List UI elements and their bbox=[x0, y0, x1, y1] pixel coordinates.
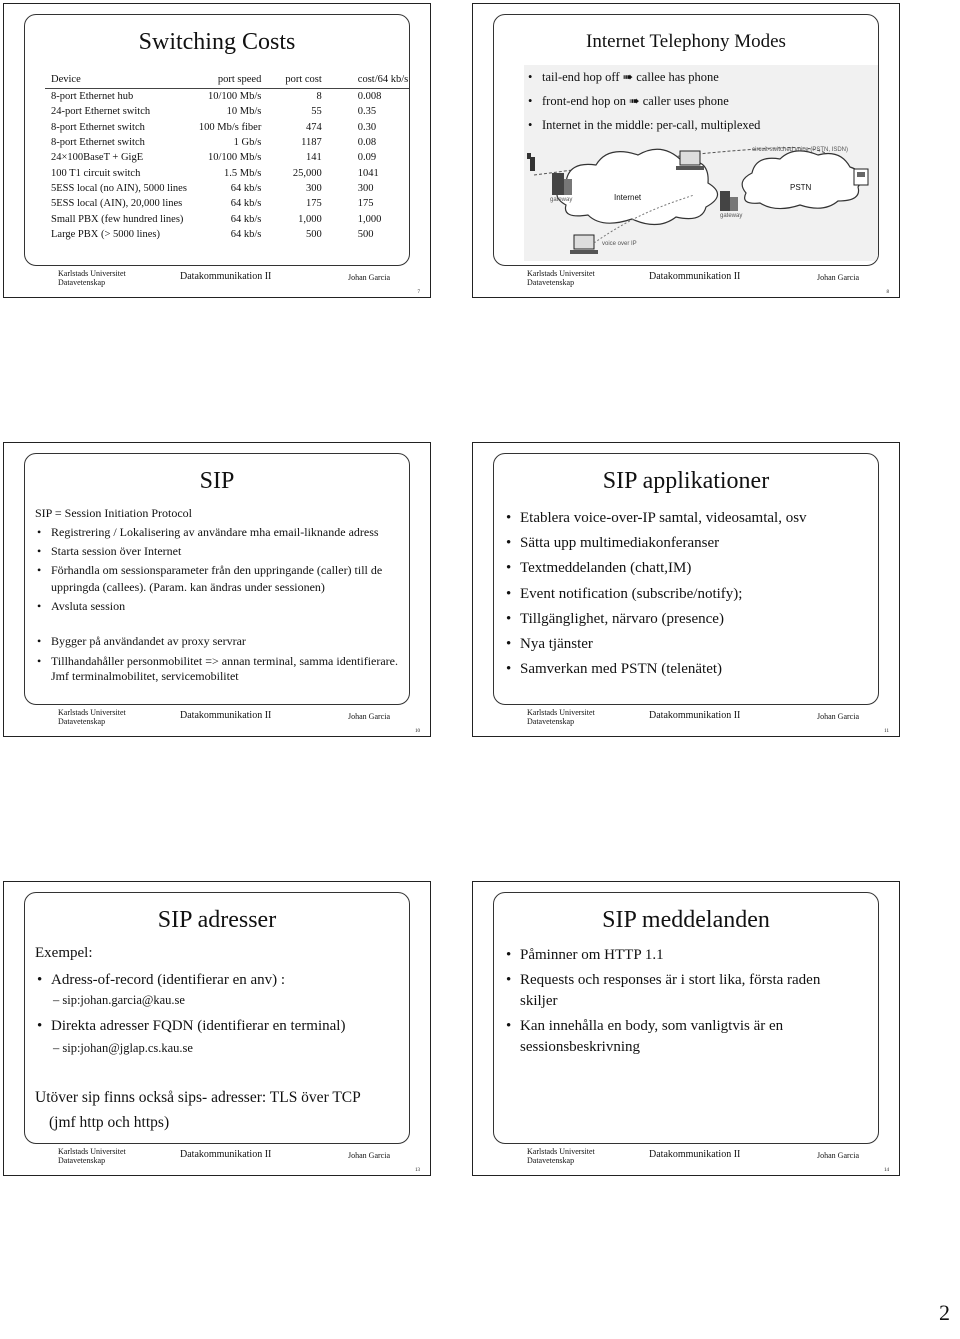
example-label: Exempel: bbox=[35, 945, 93, 961]
table-row bbox=[45, 89, 410, 105]
pstn-cloud bbox=[742, 151, 861, 209]
gateway-label-left: gateway bbox=[550, 197, 573, 203]
table-cell: 0.09 bbox=[357, 152, 377, 164]
slide-footer bbox=[473, 1143, 899, 1173]
bullet-item: • Sätta upp multimediakonferanser bbox=[504, 531, 870, 556]
table-cell: 1187 bbox=[301, 137, 322, 149]
bullet-item: • Requests och responses är i stort lika, första raden skiljer bbox=[504, 970, 838, 1012]
footer-department: Datavetenskap bbox=[58, 1156, 106, 1165]
bullet-list bbox=[35, 524, 399, 615]
slide-sip-applikationer bbox=[472, 442, 900, 737]
column-header: cost/64 kb/s bbox=[328, 71, 410, 89]
table-cell: 24×100BaseT + GigE bbox=[51, 152, 144, 164]
table-row bbox=[45, 135, 410, 150]
table-cell: 141 bbox=[306, 152, 322, 164]
sip-address: sip:johan@jglap.cs.kau.se bbox=[62, 1041, 193, 1055]
slide-footer bbox=[4, 1143, 430, 1173]
column-header: port cost bbox=[279, 71, 327, 89]
slide-panel bbox=[493, 14, 879, 266]
table-cell: 500 bbox=[357, 228, 374, 240]
slide-number: 8 bbox=[886, 290, 889, 295]
computer-icon-top bbox=[676, 151, 704, 170]
table-cell: 0.008 bbox=[357, 91, 382, 103]
footer-author: Johan Garcia bbox=[348, 1151, 390, 1160]
phone-icon-right bbox=[854, 169, 868, 185]
bullet-list-2 bbox=[35, 634, 399, 684]
slide-panel bbox=[24, 892, 410, 1144]
footer-department: Datavetenskap bbox=[58, 278, 106, 287]
footer-department: Datavetenskap bbox=[58, 717, 106, 726]
table-cell: 0.30 bbox=[357, 121, 377, 133]
footer-course: Datakommunikation II bbox=[180, 710, 272, 721]
slide-panel bbox=[24, 453, 410, 705]
table-cell: 8-port Ethernet hub bbox=[51, 91, 134, 103]
table-cell: 10/100 Mb/s bbox=[207, 152, 262, 164]
internet-label: Internet bbox=[614, 193, 642, 202]
footer-author: Johan Garcia bbox=[348, 712, 390, 721]
table-cell: 55 bbox=[311, 106, 322, 118]
bullet-item: • Förhandla om sessionsparameter från den uppringande (caller) till de uppringda (callees). (Param. kan ändras under sessionen) bbox=[35, 562, 399, 596]
bullet-item: • Starta session över Internet bbox=[35, 543, 399, 560]
table-row bbox=[45, 120, 410, 135]
computer-icon-bottom bbox=[570, 235, 598, 254]
slide-number: 14 bbox=[884, 1168, 889, 1173]
slide-footer bbox=[4, 265, 430, 295]
slide-internet-telephony-modes bbox=[472, 3, 900, 298]
table-cell: 0.35 bbox=[357, 106, 377, 118]
table-cell: 10/100 Mb/s bbox=[207, 91, 262, 103]
footer-course: Datakommunikation II bbox=[180, 1149, 272, 1160]
table-cell: 1,000 bbox=[357, 213, 382, 225]
footer-department: Datavetenskap bbox=[527, 717, 575, 726]
sub-bullet: – sip:johan@jglap.cs.kau.se bbox=[53, 1041, 193, 1055]
bullet-item: • Tillhandahåller personmobilitet => annan terminal, samma identifierare. Jmf terminalmobilitet, servicemobilitet bbox=[35, 654, 399, 684]
table-cell: 8 bbox=[316, 91, 322, 103]
footer-course: Datakommunikation II bbox=[180, 271, 272, 282]
footer-author: Johan Garcia bbox=[817, 273, 859, 282]
table-cell: 1.5 Mb/s bbox=[223, 167, 262, 179]
table-header-row bbox=[45, 71, 410, 89]
footer-department: Datavetenskap bbox=[527, 1156, 575, 1165]
pstn-label: PSTN bbox=[790, 183, 812, 192]
table-cell: 300 bbox=[306, 182, 322, 194]
switching-cost-table bbox=[45, 71, 410, 242]
bullet-item: • Nya tjänster bbox=[504, 632, 870, 657]
table-cell: 175 bbox=[357, 198, 374, 210]
bullet-item: • Påminner om HTTP 1.1 bbox=[504, 945, 838, 966]
slide-footer bbox=[473, 704, 899, 734]
slide-footer bbox=[473, 265, 899, 295]
table-row bbox=[45, 227, 410, 242]
slide-number: 11 bbox=[884, 729, 889, 734]
slide-panel bbox=[493, 892, 879, 1144]
sips-note bbox=[35, 1085, 361, 1135]
bullet-item: • Event notification (subscribe/notify); bbox=[504, 582, 870, 607]
slide-panel bbox=[24, 14, 410, 266]
bullet-list-2 bbox=[35, 1015, 403, 1038]
table-cell: 64 kb/s bbox=[230, 198, 262, 210]
slide-footer bbox=[4, 704, 430, 734]
footer-author: Johan Garcia bbox=[817, 1151, 859, 1160]
bullet-item: • Tillgänglighet, närvaro (presence) bbox=[504, 607, 870, 632]
footer-course: Datakommunikation II bbox=[649, 271, 741, 282]
footer-course: Datakommunikation II bbox=[649, 710, 741, 721]
table-cell: 64 kb/s bbox=[230, 213, 262, 225]
bullet-item: • tail-end hop off ➠ callee has phone bbox=[526, 65, 760, 89]
table-cell: 10 Mb/s bbox=[226, 106, 262, 118]
footer-org bbox=[527, 708, 595, 726]
slide-sip-adresser bbox=[3, 881, 431, 1176]
table-cell: 64 kb/s bbox=[230, 182, 262, 194]
sip-definition: SIP = Session Initiation Protocol bbox=[35, 506, 192, 520]
bullet-list bbox=[504, 506, 870, 682]
footer-org bbox=[527, 269, 595, 287]
slide-sip-meddelanden bbox=[472, 881, 900, 1176]
bullet-item: • Internet in the middle: per-call, multiplexed bbox=[526, 113, 760, 137]
column-header: Device bbox=[45, 71, 193, 89]
note-line: Utöver sip finns också sips- adresser: TLS över TCP bbox=[35, 1089, 361, 1106]
table-row bbox=[45, 165, 410, 180]
slide-title: Switching Costs bbox=[138, 29, 296, 55]
telephony-diagram bbox=[494, 15, 879, 266]
slide-title: SIP bbox=[199, 468, 235, 494]
table-cell: 175 bbox=[306, 198, 322, 210]
page-number: 2 bbox=[939, 1300, 950, 1325]
bullet-list bbox=[35, 969, 403, 992]
table-row bbox=[45, 150, 410, 165]
phone-icon-left bbox=[527, 153, 535, 171]
footer-author: Johan Garcia bbox=[817, 712, 859, 721]
gateway-building-icon-right bbox=[720, 191, 738, 211]
slide-panel bbox=[493, 453, 879, 705]
table-cell: 5ESS local (no AIN), 5000 lines bbox=[51, 182, 187, 194]
bullet-item: • Kan innehålla en body, som vanligtvis är en sessionsbeskrivning bbox=[504, 1016, 838, 1058]
footer-university: Karlstads Universitet bbox=[527, 269, 595, 278]
note-line: (jmf http och https) bbox=[49, 1114, 170, 1131]
bullet-item: • Textmeddelanden (chatt,IM) bbox=[504, 556, 870, 581]
footer-org bbox=[527, 1147, 595, 1165]
table-cell: 24-port Ethernet switch bbox=[51, 106, 151, 118]
table-cell: 474 bbox=[306, 121, 322, 133]
footer-university: Karlstads Universitet bbox=[527, 1147, 595, 1156]
slide-number: 13 bbox=[415, 1168, 420, 1173]
table-cell: 8-port Ethernet switch bbox=[51, 121, 145, 133]
bullet-item: • Adress-of-record (identifierar en anv) : bbox=[35, 969, 403, 992]
slide-switching-costs bbox=[3, 3, 431, 298]
bullet-item: • Direkta adresser FQDN (identifierar en terminal) bbox=[35, 1015, 403, 1038]
table-cell: 100 T1 circuit switch bbox=[51, 167, 141, 179]
circuit-switched-label: circuit-switched voice (PSTN, ISDN) bbox=[752, 147, 849, 153]
footer-org bbox=[58, 708, 126, 726]
table-row bbox=[45, 211, 410, 226]
table-cell: 100 Mb/s fiber bbox=[198, 121, 262, 133]
table-cell: Small PBX (few hundred lines) bbox=[51, 213, 184, 225]
bullet-item: • Etablera voice-over-IP samtal, videosamtal, osv bbox=[504, 506, 870, 531]
footer-university: Karlstads Universitet bbox=[527, 708, 595, 717]
gateway-label-right: gateway bbox=[720, 213, 743, 219]
table-cell: 300 bbox=[357, 182, 374, 194]
footer-university: Karlstads Universitet bbox=[58, 1147, 126, 1156]
table-cell: 25,000 bbox=[292, 167, 322, 179]
column-header: port speed bbox=[193, 71, 279, 89]
slide-sip bbox=[3, 442, 431, 737]
bullet-item: • front-end hop on ➠ caller uses phone bbox=[526, 89, 760, 113]
table-cell: Large PBX (> 5000 lines) bbox=[51, 228, 160, 240]
table-row bbox=[45, 181, 410, 196]
slide-number: 10 bbox=[415, 729, 420, 734]
bullet-item: • Registrering / Lokalisering av användare mha email-liknande adress bbox=[35, 524, 399, 541]
table-cell: 0.08 bbox=[357, 137, 377, 149]
slide-title: SIP meddelanden bbox=[602, 907, 770, 933]
footer-course: Datakommunikation II bbox=[649, 1149, 741, 1160]
bullet-item: • Samverkan med PSTN (telenätet) bbox=[504, 657, 870, 682]
table-cell: 8-port Ethernet switch bbox=[51, 137, 145, 149]
footer-author: Johan Garcia bbox=[348, 273, 390, 282]
sip-address: sip:johan.garcia@kau.se bbox=[62, 993, 185, 1007]
table-cell: 5ESS local (AIN), 20,000 lines bbox=[51, 198, 183, 210]
slide-title: SIP adresser bbox=[157, 907, 277, 933]
bullet-item: • Bygger på användandet av proxy servrar bbox=[35, 634, 399, 649]
footer-org bbox=[58, 1147, 126, 1165]
footer-university: Karlstads Universitet bbox=[58, 269, 126, 278]
table-row bbox=[45, 104, 410, 119]
slide-title: SIP applikationer bbox=[602, 468, 770, 494]
bullet-list bbox=[504, 945, 838, 1058]
footer-university: Karlstads Universitet bbox=[58, 708, 126, 717]
table-cell: 1,000 bbox=[298, 213, 322, 225]
table-cell: 64 kb/s bbox=[230, 228, 262, 240]
bullet-item: • Avsluta session bbox=[35, 598, 399, 615]
slide-number: 7 bbox=[417, 290, 420, 295]
table-row bbox=[45, 196, 410, 211]
voip-label: voice over IP bbox=[602, 241, 637, 247]
table-cell: 1 Gb/s bbox=[233, 137, 262, 149]
slide-title: Internet Telephony Modes bbox=[586, 31, 786, 52]
table-cell: 500 bbox=[306, 228, 322, 240]
table-cell: 1041 bbox=[357, 167, 379, 179]
footer-org bbox=[58, 269, 126, 287]
sub-bullet: – sip:johan.garcia@kau.se bbox=[53, 993, 185, 1007]
footer-department: Datavetenskap bbox=[527, 278, 575, 287]
